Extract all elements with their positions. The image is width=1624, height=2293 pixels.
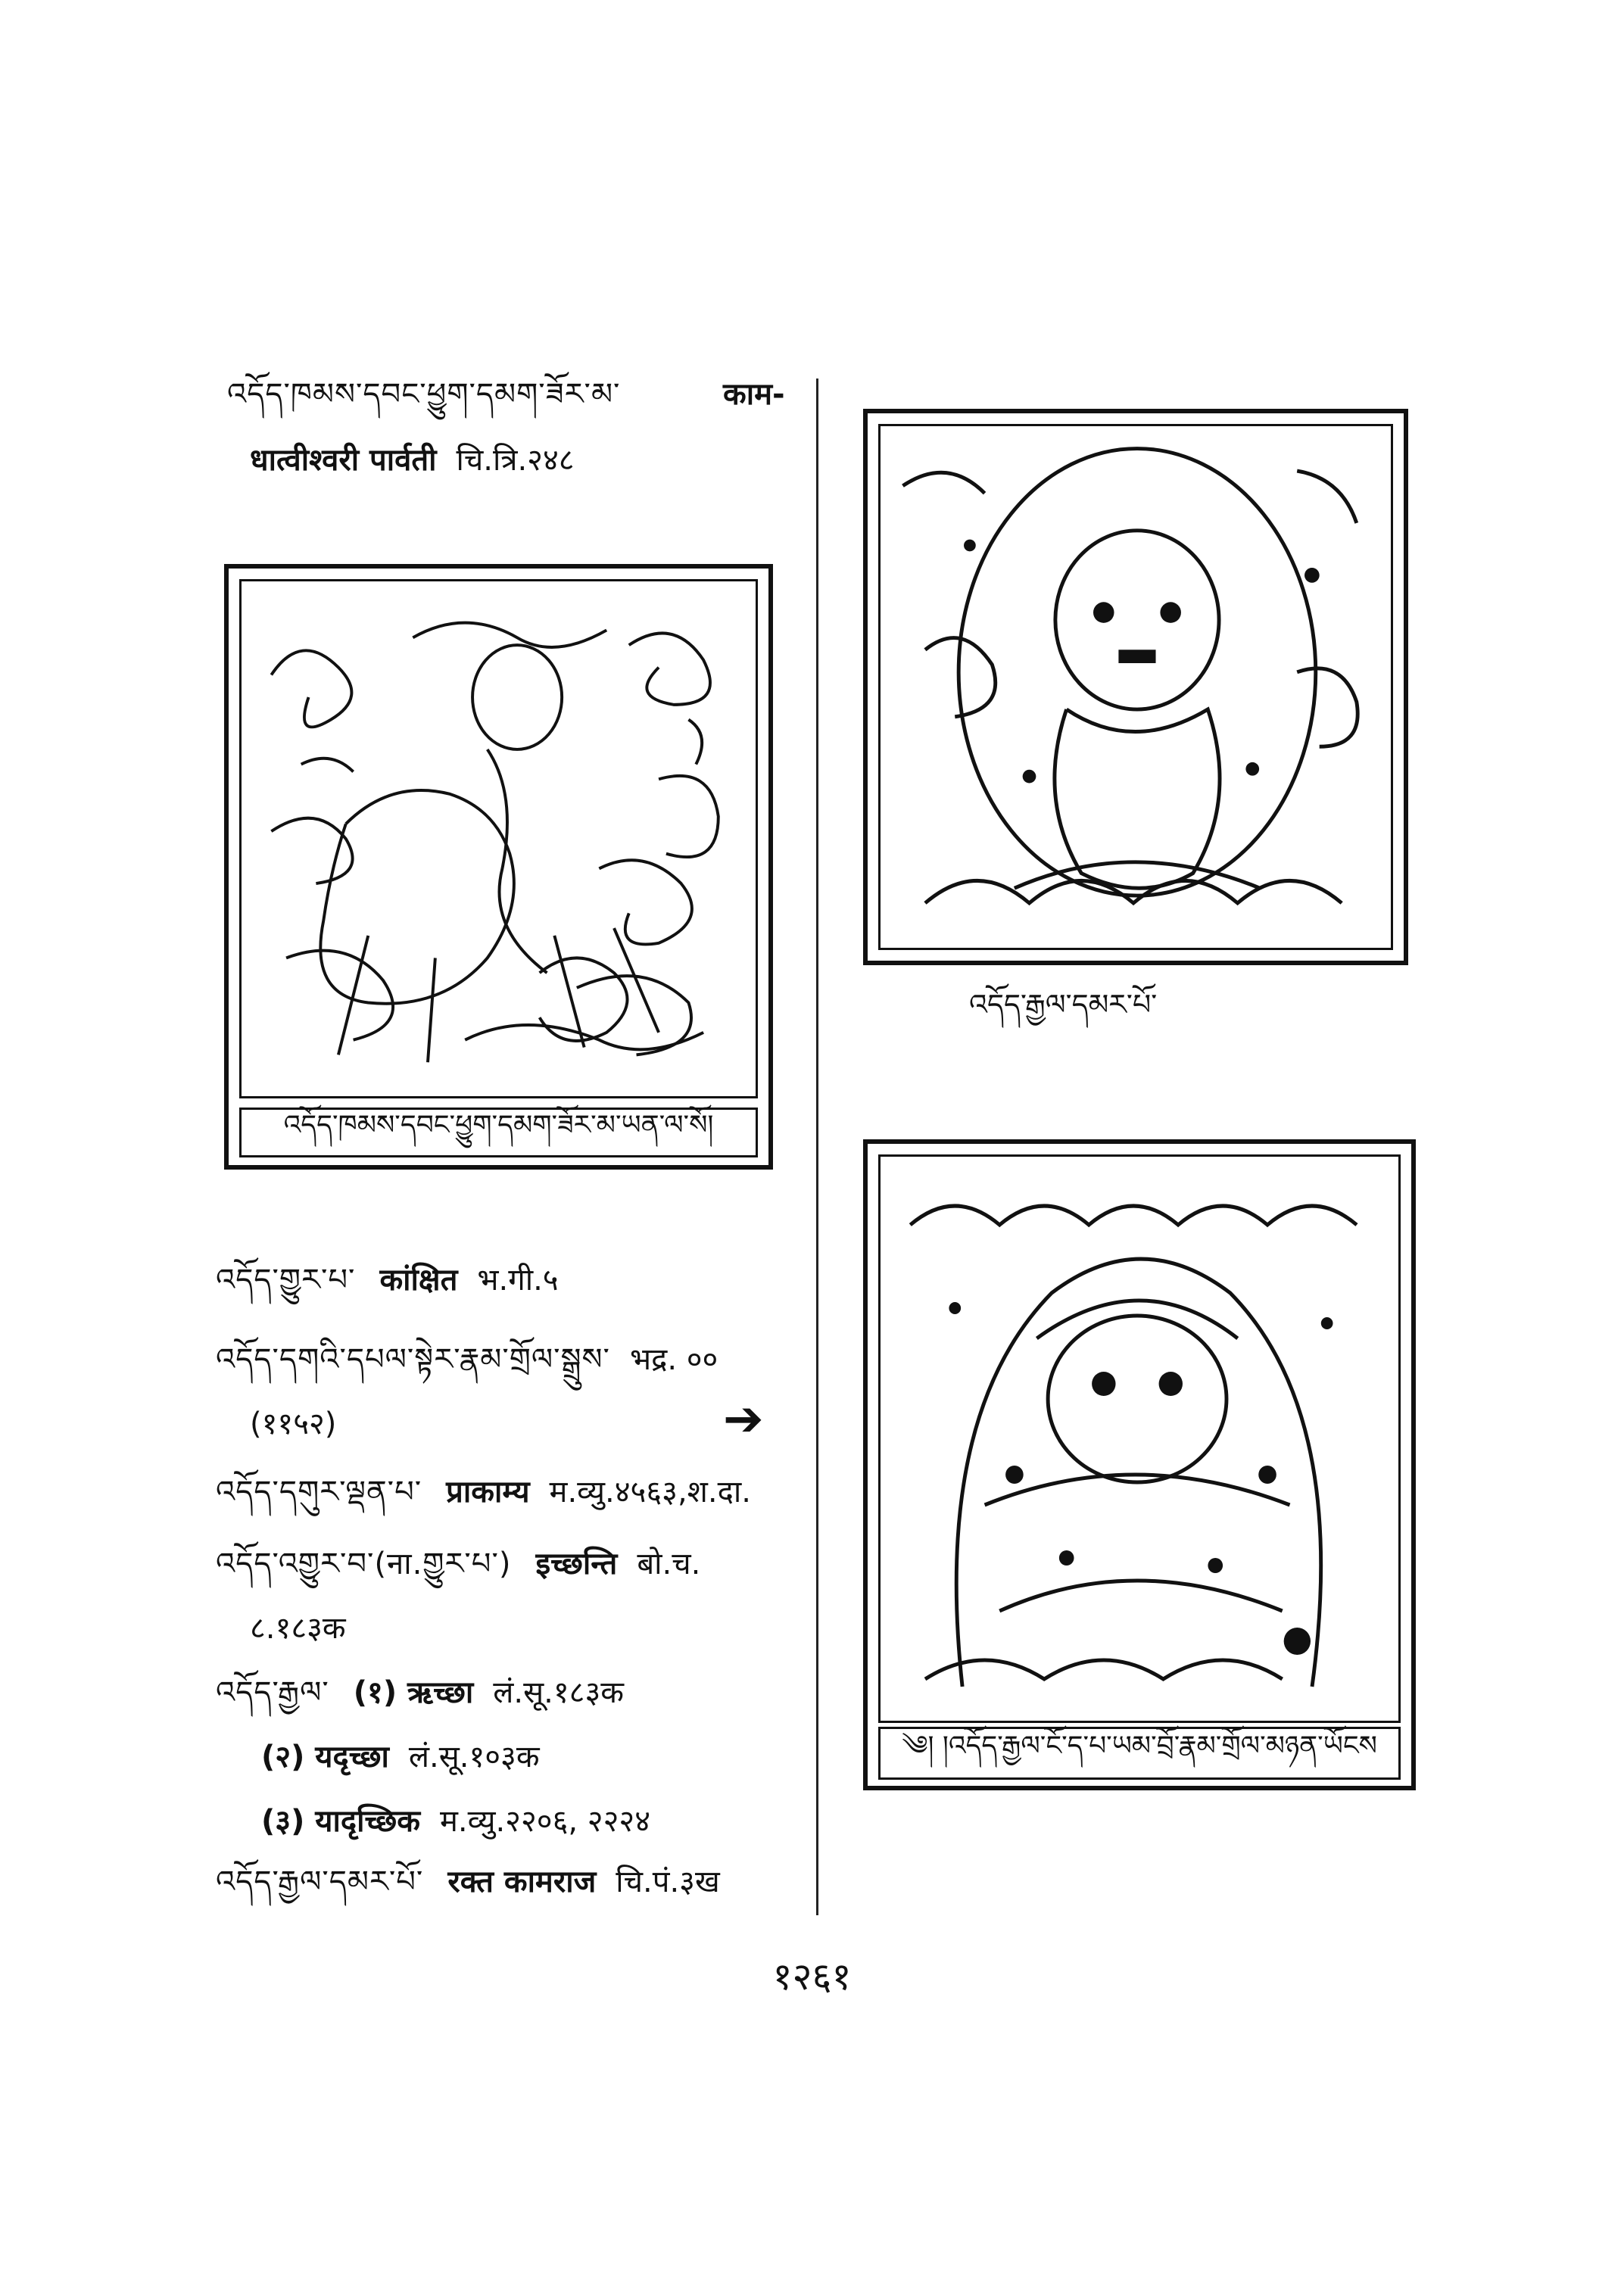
entry-row: འདོད་རྒྱལ་དམར་པོ་ रक्त कामराज चि.पं.३ख (216, 1865, 720, 1899)
woodblock-print-right-top (881, 426, 1391, 948)
figure-right-bottom-illustration (878, 1154, 1401, 1723)
figure-left-illustration (239, 579, 758, 1098)
entry-row: (११५२) (250, 1407, 337, 1441)
page-number: १२६१ (772, 1955, 852, 1999)
entry-row: ८.१८३क (250, 1611, 346, 1646)
column-divider (816, 379, 818, 1915)
figure-right-bottom (863, 1139, 1416, 1790)
header-devanagari-2: धात्वीश्वरी पार्वती (250, 443, 437, 478)
header-reference: चि.त्रि.२४८ (456, 443, 575, 478)
woodblock-print-right-bottom (881, 1157, 1398, 1721)
entry-row: འདོད་དགུར་ལྡན་པ་ प्राकाम्य म.व्यु.४५६३,श.दा. (216, 1475, 751, 1509)
figure-right-top-illustration (878, 424, 1393, 950)
entry-row: འདོད་གྱུར་པ་ कांक्षित भ.गी.५ (216, 1263, 559, 1298)
figure-left-caption: འདོད་ཁམས་དབང་ཕྱུག་དམག་ཟོར་མ་ཡན་ལ་སོ། (239, 1108, 758, 1157)
figure-right-top (863, 409, 1408, 965)
entry-row: འདོད་དགའི་དཔལ་སྟེར་རྣམ་གྲོལ་སྒྲུས་ भद्र. ०० (216, 1342, 718, 1377)
figure-right-bottom-caption: ༄། །འདོད་རྒྱལ་ངོ་ད་པ་ཡམ་བྲོ་རྣམ་གྲོལ་མཉན་ཡོངས (878, 1727, 1401, 1780)
arrow-right-icon: ➔ (723, 1391, 764, 1447)
header-entry-line-1 (227, 371, 620, 417)
entry-row: འདོད་རྒྱལ་ (१) ऋच्छा लं.सू.१८३क (216, 1675, 624, 1710)
header-devanagari-1: काम- (723, 377, 785, 412)
figure-right-top-caption: འདོད་རྒྱལ་དམར་པོ་ (969, 988, 1158, 1021)
woodblock-print-left (242, 581, 756, 1096)
entry-row: (३) यादृच्छिक म.व्यु.२२०६, २२२४ (261, 1804, 650, 1839)
entry-row: (२) यदृच्छा लं.सू.१०३क (261, 1740, 540, 1774)
entry-row: འདོད་འགྱུར་བ་(ना.གྱུར་པ་) इच्छन्ति बो.च. (216, 1547, 701, 1581)
header-tibetan: འདོད་ཁམས་དབང་ཕྱུག་དམག་ཟོར་མ་ (227, 377, 621, 412)
figure-left (224, 564, 773, 1170)
header-entry-line-2 (250, 437, 575, 483)
